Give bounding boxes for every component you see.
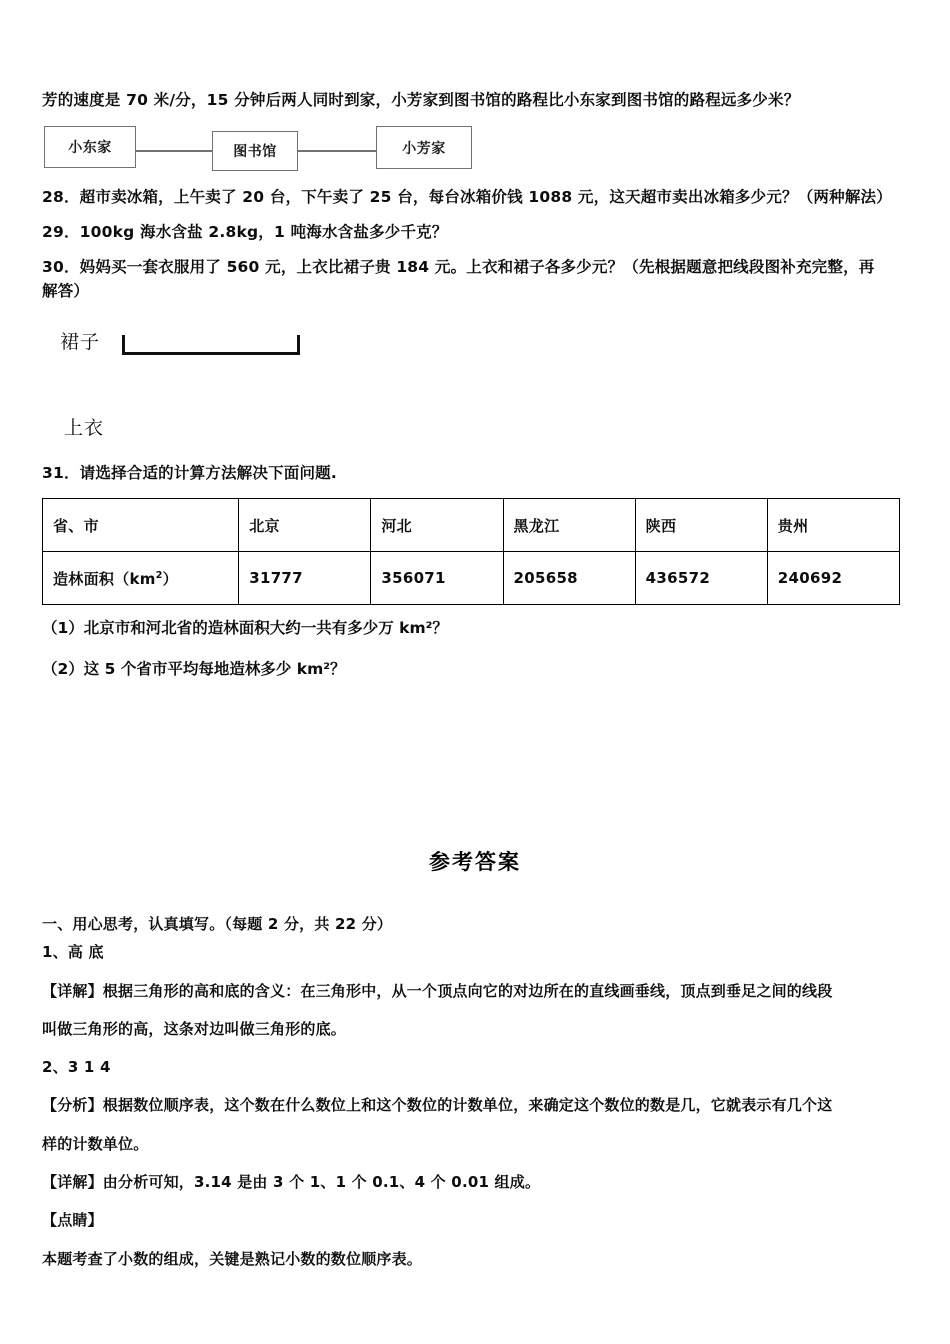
question-28-text: 28．超市卖冰箱，上午卖了 20 台，下午卖了 25 台，每台冰箱价钱 1088 元，这天超市卖出冰箱多少元？（两种解法）	[42, 188, 892, 207]
question-30-line-2: 解答）	[42, 282, 90, 301]
table-row-header	[43, 499, 900, 552]
answer-key-section	[42, 846, 908, 1271]
table-row-label-area	[43, 552, 239, 605]
forest-area-table	[42, 498, 900, 605]
row-label-prefix: 造林面积（km	[53, 569, 156, 588]
route-diagram	[42, 123, 908, 179]
route-box-xiaodong-home: 小东家	[44, 126, 136, 168]
table-header-hebei: 河北	[371, 499, 503, 552]
route-box-library: 图书馆	[212, 131, 298, 171]
table-header-heilongjiang: 黑龙江	[503, 499, 635, 552]
answer-item-2-highlight: 【点睛】	[42, 1211, 103, 1230]
line-segment-diagram	[42, 319, 908, 461]
answer-item-2-summary: 本题考查了小数的组成，关键是熟记小数的数位顺序表。	[42, 1249, 423, 1268]
table-header-province: 省、市	[43, 499, 239, 552]
table-row-values	[43, 552, 900, 605]
answer-item-2-detail: 【详解】由分析可知，3.14 是由 3 个 1、1 个 0.1、4 个 0.01 组成。	[42, 1173, 541, 1192]
segment-bracket-skirt	[122, 333, 300, 355]
answer-key-title: 参考答案	[429, 850, 521, 874]
question-31-text: 31．请选择合适的计算方法解决下面问题.	[42, 464, 337, 483]
answer-section-heading: 一、用心思考，认真填写。（每题 2 分，共 22 分）	[42, 915, 393, 933]
table-cell-heilongjiang: 205658	[503, 552, 635, 605]
route-link-2	[298, 150, 376, 152]
bracket-bar	[122, 352, 300, 355]
question-29-text: 29．100kg 海水含盐 2.8kg，1 吨海水含盐多少千克？	[42, 223, 448, 242]
row-label-suffix: ）	[162, 569, 178, 588]
answer-item-1-detail-line-2: 叫做三角形的高，这条对边叫做三角形的底。	[42, 1019, 347, 1038]
bracket-tick-right	[297, 335, 300, 355]
answer-item-1-detail-line-1: 【详解】根据三角形的高和底的含义：在三角形中，从一个顶点向它的对边所在的直线画垂线，顶点到垂足之间的线段	[42, 981, 833, 1000]
table-cell-beijing: 31777	[239, 552, 371, 605]
answer-item-2-number: 2、3 1 4	[42, 1058, 111, 1077]
page-content	[42, 88, 908, 697]
table-header-shaanxi: 陕西	[635, 499, 767, 552]
answer-key-body	[42, 912, 908, 1271]
answer-item-2-analysis-line-1: 【分析】根据数位顺序表，这个数在什么数位上和这个数位的计数单位，来确定这个数位的数是几，它就表示有几个这	[42, 1096, 833, 1115]
answer-item-2-analysis-line-2: 样的计数单位。	[42, 1134, 149, 1153]
table-header-beijing: 北京	[239, 499, 371, 552]
table-cell-hebei: 356071	[371, 552, 503, 605]
row-label-superscript: 2	[155, 569, 163, 581]
question-31-sub-1: （1）北京市和河北省的造林面积大约一共有多少万 km²？	[42, 619, 448, 638]
question-30-line-1: 30．妈妈买一套衣服用了 560 元，上衣比裙子贵 184 元。上衣和裙子各多少元？（先根据题意把线段图补充完整，再	[42, 258, 875, 277]
question-31-sub-2: （2）这 5 个省市平均每地造林多少 km²？	[42, 659, 346, 678]
segment-label-skirt: 裙子	[60, 331, 101, 354]
table-cell-guizhou: 240692	[767, 552, 899, 605]
table-cell-shaanxi: 436572	[635, 552, 767, 605]
segment-label-coat: 上衣	[64, 417, 105, 440]
question-27-text: 芳的速度是 70 米/分，15 分钟后两人同时到家，小芳家到图书馆的路程比小东家到图书馆的路程远多少米？	[42, 91, 800, 109]
answer-item-1-number: 1、高 底	[42, 943, 104, 962]
route-box-xiaofang-home: 小芳家	[376, 126, 472, 169]
route-link-1	[136, 150, 212, 152]
table-header-guizhou: 贵州	[767, 499, 899, 552]
